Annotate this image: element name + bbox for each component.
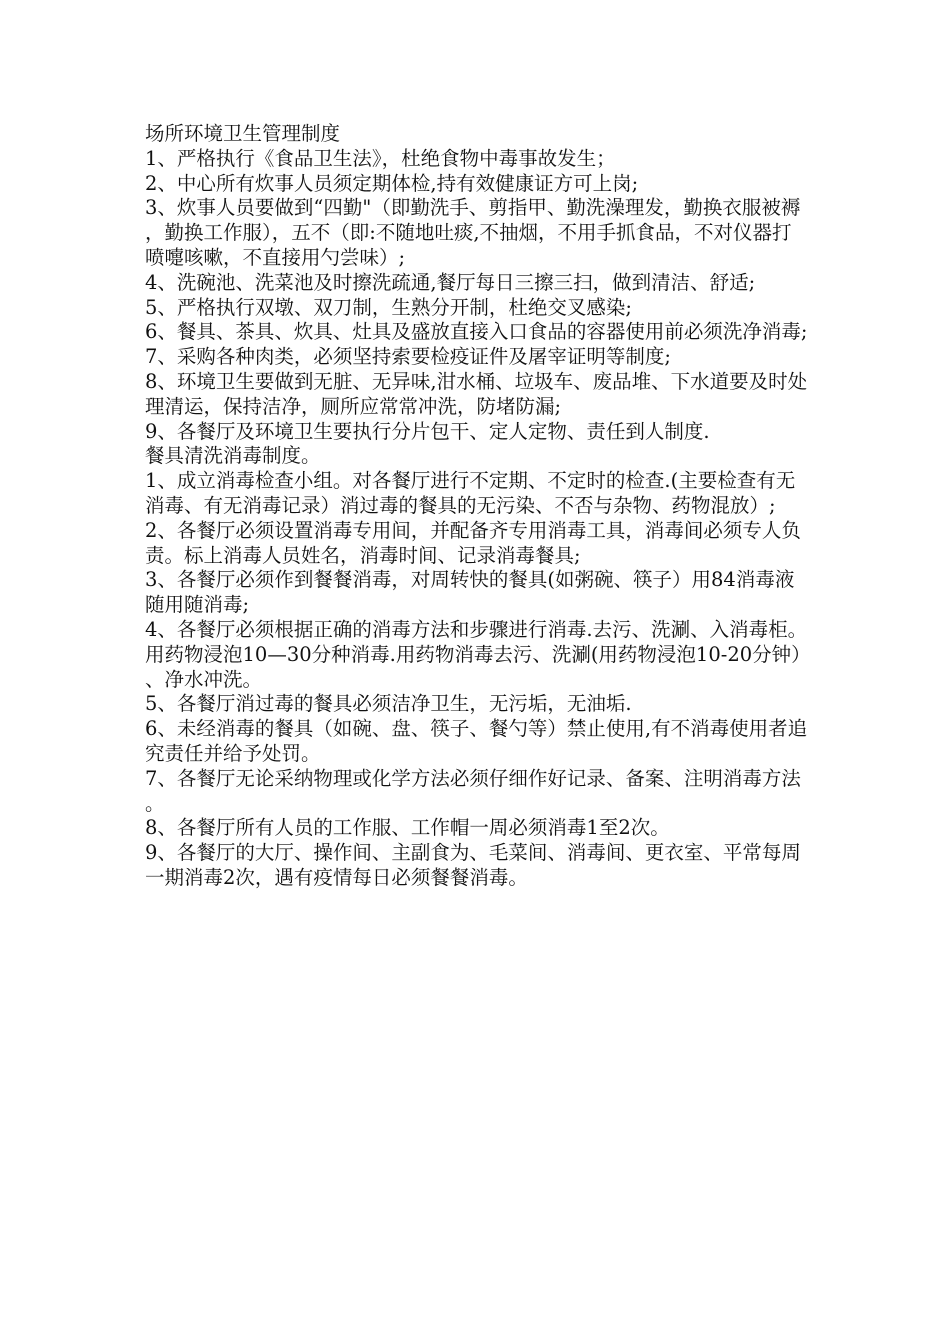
rule-item: 8、各餐厅所有人员的工作服、工作帽一周必须消毒1至2次。 — [145, 816, 670, 840]
rule-item: 4、各餐厅必须根据正确的消毒方法和步骤进行消毒.去污、洗涮、入消毒柜。用药物浸泡10—30分种消毒.用药物消毒去污、洗涮(用药物浸泡10-20分钟）、净水冲洗。 — [145, 617, 808, 691]
section-title-environment-hygiene: 场所环境卫生管理制度 — [145, 122, 341, 145]
rule-item: 1、成立消毒检查小组。对各餐厅进行不定期、不定时的检查.(主要检查有无消毒、有无消毒记录）消过毒的餐具的无污染、不否与杂物、药物混放）; — [145, 469, 796, 517]
rule-item: 3、炊事人员要做到“四勤"（即勤洗手、剪指甲、勤洗澡理发，勤换衣服被褥，勤换工作服），五不（即:不随地吐痰,不抽烟，不用手抓食品，不对仪器打喷嚏咳嗽，不直接用勺尝味）; — [145, 196, 801, 269]
rule-item: 1、严格执行《食品卫生法》，杜绝食物中毒事故发生； — [145, 146, 616, 170]
rule-item: 3、各餐厅必须作到餐餐消毒，对周转快的餐具(如粥碗、筷子）用84消毒液随用随消毒; — [145, 568, 795, 617]
rule-item: 2、中心所有炊事人员须定期体检,持有效健康证方可上岗; — [145, 171, 639, 195]
rule-item: 7、采购各种肉类，必须坚持索要检疫证件及屠宰证明等制度; — [145, 345, 671, 369]
rule-item: 7、各餐厅无论采纳物理或化学方法必须仔细作好记录、备案、注明消毒方法。 — [145, 766, 801, 815]
document-page — [145, 122, 810, 891]
rule-item: 5、各餐厅消过毒的餐具必须洁净卫生，无污垢，无油垢. — [145, 692, 632, 716]
rule-item: 9、各餐厅的大厅、操作间、主副食为、毛菜间、消毒间、更衣室、平常每周一期消毒2次，遇有疫情每日必须餐餐消毒。 — [145, 841, 801, 889]
rule-item: 8、环境卫生要做到无脏、无异味,泔水桶、垃圾车、废品堆、下水道要及时处理清运，保持洁净，厕所应常常冲洗，防堵防漏; — [145, 369, 808, 418]
rule-item: 4、洗碗池、洗菜池及时擦洗疏通,餐厅每日三擦三扫，做到清洁、舒适; — [145, 270, 756, 294]
section-title-tableware-disinfection: 餐具清洗消毒制度。 — [145, 444, 321, 468]
rule-item: 6、未经消毒的餐具（如碗、盘、筷子、餐勺等）禁止使用,有不消毒使用者追究责任并给予处罚。 — [145, 717, 808, 765]
rule-item: 6、餐具、茶具、炊具、灶具及盛放直接入口食品的容器使用前必须洗净消毒; — [145, 320, 808, 344]
rule-item: 9、各餐厅及环境卫生要执行分片包干、定人定物、责任到人制度. — [145, 419, 710, 443]
rule-item: 2、各餐厅必须设置消毒专用间，并配备齐专用消毒工具，消毒间必须专人负责。标上消毒人员姓名，消毒时间、记录消毒餐具; — [145, 518, 801, 567]
rule-item: 5、严格执行双墩、双刀制，生熟分开制，杜绝交叉感染; — [145, 295, 632, 319]
